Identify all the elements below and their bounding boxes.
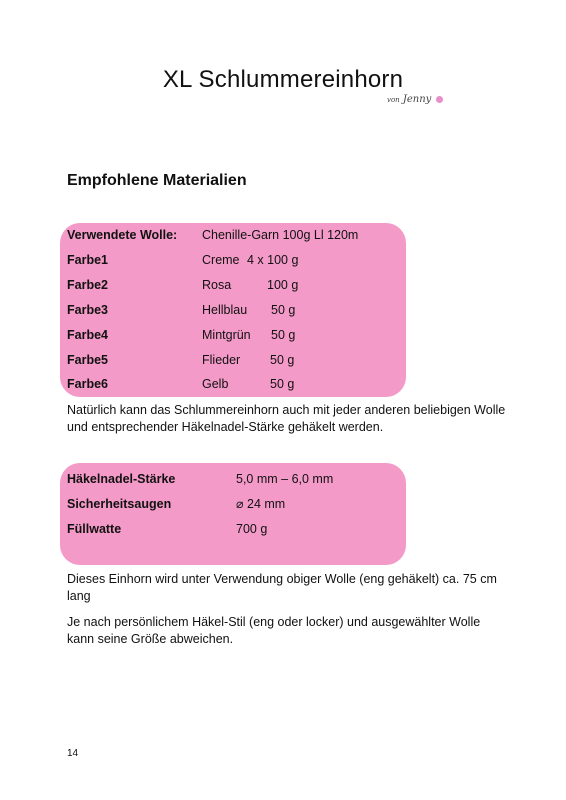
color-name: Mintgrün xyxy=(202,328,251,342)
color-name: Rosa xyxy=(202,278,232,292)
tool-value: 700 g xyxy=(236,522,268,536)
document-title: XL Schlummereinhorn xyxy=(162,66,404,93)
wool-note-paragraph: Natürlich kann das Schlummereinhorn auch mit jeder anderen beliebigen Wolle und entsprechender Häkelnadel-Stärke gehäkelt werden. xyxy=(67,403,506,434)
color-label: Farbe6 xyxy=(67,377,108,391)
size-paragraph: Dieses Einhorn wird unter Verwendung obiger Wolle (eng gehäkelt) ca. 75 cm lang xyxy=(67,572,497,603)
color-name: Flieder xyxy=(202,353,241,367)
wool-label: Verwendete Wolle: xyxy=(67,228,178,242)
color-label: Farbe2 xyxy=(67,278,108,292)
color-label: Farbe5 xyxy=(67,353,108,367)
color-amount: 50 g xyxy=(270,353,295,367)
color-label: Farbe1 xyxy=(67,253,108,267)
signature-name: Jenny xyxy=(402,94,432,105)
color-amount: 100 g xyxy=(267,278,299,292)
color-amount: 50 g xyxy=(270,377,295,391)
tool-value: ⌀ 24 mm xyxy=(236,497,286,511)
signature-prefix: von xyxy=(387,96,400,104)
tool-label: Häkelnadel-Stärke xyxy=(67,472,176,486)
color-name: Hellblau xyxy=(202,303,248,317)
author-signature xyxy=(387,94,447,110)
color-amount: 50 g xyxy=(271,328,296,342)
color-amount: 4 x 100 g xyxy=(247,253,299,267)
color-label: Farbe3 xyxy=(67,303,108,317)
color-name: Gelb xyxy=(202,377,229,391)
variation-paragraph: Je nach persönlichem Häkel-Stil (eng oder locker) und ausgewählter Wolle kann seine Größe abweichen. xyxy=(67,615,481,646)
section-heading: Empfohlene Materialien xyxy=(67,172,247,189)
tool-value: 5,0 mm – 6,0 mm xyxy=(236,472,334,486)
flower-icon xyxy=(436,96,443,103)
tool-label: Füllwatte xyxy=(67,522,122,536)
color-name: Creme xyxy=(202,253,240,267)
color-amount: 50 g xyxy=(271,303,296,317)
color-label: Farbe4 xyxy=(67,328,108,342)
page-number: 14 xyxy=(67,748,79,759)
tool-label: Sicherheitsaugen xyxy=(67,497,172,511)
wool-value: Chenille-Garn 100g Ll 120m xyxy=(202,228,359,242)
